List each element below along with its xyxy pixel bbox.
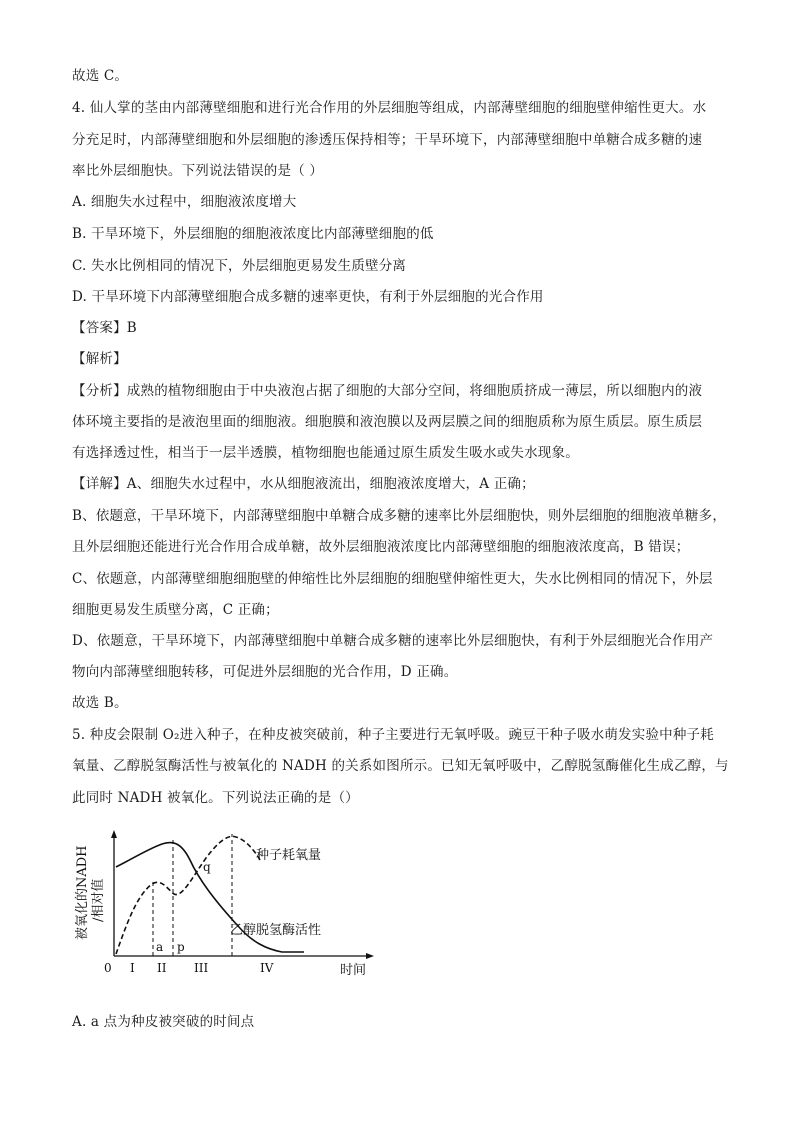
- detail-line-3: 且外层细胞还能进行光合作用合成单糖，故外层细胞液浓度比内部薄壁细胞的细胞液浓度高，B 错误；: [72, 539, 690, 555]
- conclusion-line: 故选 B。: [72, 695, 128, 711]
- stage-label-4: IV: [260, 961, 274, 975]
- detail-line-6: D、依题意，干旱环境下，内部薄壁细胞中单糖合成多糖的速率比外层细胞快，有利于外层细胞光合作用产: [72, 633, 714, 649]
- analysis-line-2: 体环境主要指的是液泡里面的细胞液。细胞膜和液泡膜以及两层膜之间的细胞质称为原生质层。原生质层: [72, 414, 703, 430]
- detail-line-2: B、依题意，干旱环境下，内部薄壁细胞中单糖合成多糖的速率比外层细胞快，则外层细胞的细胞液单糖多，: [72, 508, 727, 524]
- detail-line-5: 细胞更易发生质壁分离，C 正确；: [72, 602, 279, 618]
- y-axis-arrow: [111, 830, 117, 838]
- analysis-heading: 【解析】: [72, 351, 127, 367]
- y-axis-label-line-1: 被氧化的NADH: [75, 845, 90, 940]
- enzyme-curve-label: 乙醇脱氢酶活性: [230, 923, 322, 938]
- point-p-label: p: [177, 940, 185, 954]
- nadh-enzyme-oxygen-figure: [70, 826, 390, 986]
- analysis-line-3: 有选择透过性，相当于一层半透膜，植物细胞也能通过原生质发生吸水或失水现象。: [72, 445, 579, 461]
- question-5-stem-line-1: 5. 种皮会限制 O₂进入种子，在种皮被突破前，种子主要进行无氧呼吸。豌豆干种子吸水萌发实验中种子耗: [72, 727, 714, 743]
- option-a: A. 细胞失水过程中，细胞液浓度增大: [72, 194, 297, 210]
- analysis-line-1: 【分析】成熟的植物细胞由于中央液泡占据了细胞的大部分空间，将细胞质挤成一薄层，所以细胞内的液: [72, 383, 703, 399]
- detail-line-4: C、依题意，内部薄壁细胞细胞壁的伸缩性比外层细胞的细胞壁伸缩性更大，失水比例相同的情况下，外层: [72, 571, 713, 587]
- question-4-stem-line-3: 率比外层细胞快。下列说法错误的是（ ）: [72, 163, 324, 179]
- question-5-stem-line-2: 氧量、乙醇脱氢酶活性与被氧化的 NADH 的关系如图所示。已知无氧呼吸中，乙醇脱氢酶催化生成乙醇，与: [72, 758, 729, 774]
- x-axis-arrow: [366, 953, 374, 959]
- option-d: D. 干旱环境下内部薄壁细胞合成多糖的速率更快，有利于外层细胞的光合作用: [72, 289, 544, 305]
- question-5-option-a: A. a 点为种皮被突破的时间点: [72, 1014, 255, 1030]
- stage-label-1: I: [130, 961, 135, 975]
- question-4-stem-line-1: 4. 仙人掌的茎由内部薄壁细胞和进行光合作用的外层细胞等组成，内部薄壁细胞的细胞壁伸缩性更大。水: [72, 100, 707, 116]
- detail-line-7: 物向内部薄壁细胞转移，可促进外层细胞的光合作用，D 正确。: [72, 664, 458, 680]
- stage-label-3: III: [194, 961, 209, 975]
- text-line: 故选 C。: [72, 68, 129, 84]
- question-5-stem-line-3: 此同时 NADH 被氧化。下列说法正确的是（）: [72, 790, 359, 806]
- point-a-label: a: [156, 940, 164, 954]
- point-q-label: q: [203, 860, 211, 874]
- oxygen-curve-label: 种子耗氧量: [256, 848, 322, 863]
- option-b: B. 干旱环境下，外层细胞的细胞液浓度比内部薄壁细胞的低: [72, 226, 434, 242]
- y-axis-label-line-2: /相对值: [91, 878, 106, 922]
- origin-label: 0: [104, 961, 112, 975]
- stage-label-2: II: [157, 961, 167, 975]
- detail-line-1: 【详解】A、细胞失水过程中，水从细胞液流出，细胞液浓度增大，A 正确；: [72, 476, 535, 492]
- option-c: C. 失水比例相同的情况下，外层细胞更易发生质壁分离: [72, 258, 407, 274]
- answer-line: 【答案】B: [72, 320, 137, 336]
- x-axis-label: 时间: [340, 963, 367, 978]
- question-4-stem-line-2: 分充足时，内部薄壁细胞和外层细胞的渗透压保持相等；干旱环境下，内部薄壁细胞中单糖合成多糖的速: [72, 132, 703, 148]
